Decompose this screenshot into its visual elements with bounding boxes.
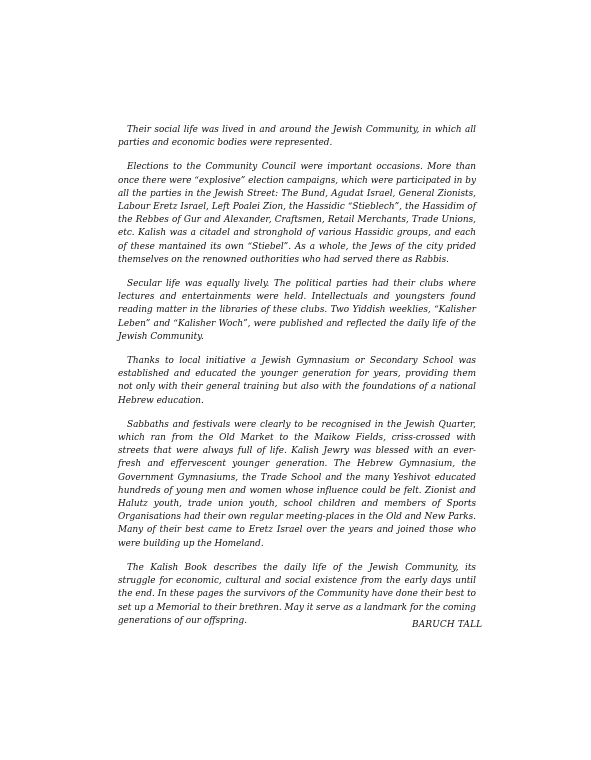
- body-text: [118, 124, 476, 639]
- paragraph-secular-life: Secular life was equally lively. The political parties had their clubs where lectures and entertainments were held. Intellectuals and youngsters found reading matter in the libraries of these clubs. Two Yiddish weeklies, “Kalisher Leben” and “Kalisher Woch”, were published and reflected the daily life of the Jewish Community.: [118, 279, 476, 342]
- paragraph-social-life: Their social life was lived in and around the Jewish Community, in which all parties and economic bodies were represented.: [118, 125, 476, 149]
- paragraph-kalish-book: The Kalish Book describes the daily life of the Jewish Community, its struggle for economic, cultural and social existence from the early days until the end. In these pages the survivors of the Community have done their best to set up a Memorial to their brethren. May it serve as a landmark for the coming generations of our offspring.: [118, 562, 476, 626]
- paragraph-elections: Elections to the Community Council were important occasions. More than once there were “explosive” election campaigns, which were participated in by all the parties in the Jewish Street: The Bund, Agudat Israel, General Zionists, Labour Eretz Israel, Left Poalei Zion, the Hassidic “Stieblech”, the Hassidim of the Rebbes of Gur and Alexander, Craftsmen, Retail Merchants, Trade Unions, etc. Kalish was a citadel and stronghold of various Hassidic groups, and each of these mantained its own “Stiebel”. As a whole, the Jews of the city prided themselves on the renowned outhorities who had served there as Rabbis.: [118, 162, 476, 265]
- author-signature: BARUCH TALL: [412, 620, 483, 630]
- paragraph-sabbaths: Sabbaths and festivals were clearly to be recognised in the Jewish Quarter, which ran from the Old Market to the Maikow Fields, criss-crossed with streets that were always full of life. Kalish Jewry was blessed with an ever-fresh and effervescent younger generation. The Hebrew Gymnasium, the Government Gymnasiums, the Trade School and the many Yeshivot educated hundreds of young men and women whose influence could be felt. Zionist and Halutz youth, trade union youth, school children and members of Sports Organisations had their own regular meeting-places in the Old and New Parks. Many of their best came to Eretz Israel over the years and joined those who were building up the Homeland.: [118, 419, 476, 549]
- paragraph-gymnasium: Thanks to local initiative a Jewish Gymnasium or Secondary School was established and educated the younger generation for years, providing them not only with their general training but also with the foundations of a national Hebrew education.: [118, 356, 476, 406]
